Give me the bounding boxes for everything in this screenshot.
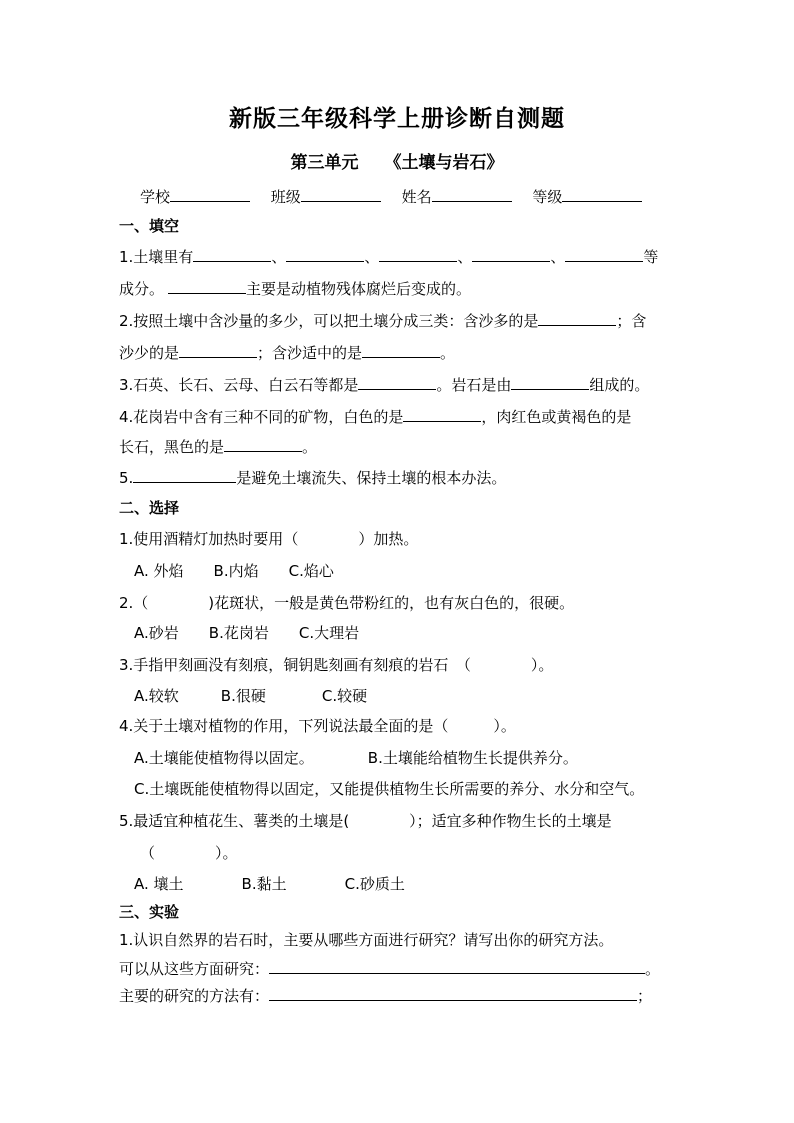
option-a[interactable]: A.较软 (134, 687, 179, 705)
methods-label: 主要的研究的方法有： (119, 987, 270, 1005)
option-b[interactable]: B.土壤能给植物生长提供养分。 (367, 749, 578, 767)
fill-q2-end: 。 (440, 344, 456, 362)
fill-blank[interactable] (358, 374, 436, 390)
option-c[interactable]: C.大理岩 (298, 624, 360, 642)
fill-q5 (119, 467, 506, 488)
fill-q4-cont: 长石，黑色的是 (119, 438, 225, 456)
fill-q4-line2 (119, 436, 317, 457)
fill-q2-cont: 沙少的是 (119, 344, 180, 362)
fill-blank[interactable] (133, 467, 236, 483)
page-subtitle (0, 148, 794, 173)
fill-blank[interactable] (379, 246, 457, 262)
fill-q4-end: 。 (302, 438, 318, 456)
option-c[interactable]: C.土壤既能使植物得以固定，又能提供植物生长所需要的养分、水分和空气。 (134, 780, 645, 798)
choice-q3: 3.手指甲刻画没有刻痕，铜钥匙刻画有刻痕的岩石 （ ）。 (119, 656, 554, 674)
option-a[interactable]: A. 壤土 (134, 875, 184, 893)
fill-q1-tail: 主要是动植物残体腐烂后变成的。 (246, 280, 472, 298)
choice-q1-options (134, 561, 334, 581)
aspects-label: 可以从这些方面研究： (119, 960, 270, 978)
fill-q2-mid: ；含 (616, 312, 647, 330)
topic-label: 《土壤与岩石》 (384, 153, 504, 173)
fill-q3-end: 组成的。 (589, 376, 650, 394)
fill-q1-line1 (119, 246, 658, 267)
unit-label: 第三单元 (290, 153, 359, 173)
school-blank[interactable] (170, 187, 250, 202)
fill-q1-end: 等 (643, 248, 659, 266)
fill-blank[interactable] (193, 246, 271, 262)
methods-end: ； (637, 987, 653, 1005)
fill-q5-text: 是避免土壤流失、保持土壤的根本办法。 (236, 469, 507, 487)
fill-blank[interactable] (286, 246, 364, 262)
choice-q4: 4.关于土壤对植物的作用，下列说法最全面的是（ ）。 (119, 717, 516, 735)
fill-q1-line2 (119, 278, 471, 299)
fill-blank[interactable] (224, 436, 302, 452)
aspects-answer-blank[interactable] (269, 958, 645, 974)
separator: 、 (550, 248, 566, 266)
fill-q3-text: 3.石英、长石、云母、白云石等都是 (119, 376, 359, 394)
option-b[interactable]: B.内焰 (213, 562, 259, 580)
option-a[interactable]: A.土壤能使植物得以固定。 (134, 749, 314, 767)
fill-blank[interactable] (403, 406, 481, 422)
choice-q4-options-ab (134, 748, 578, 768)
fill-blank[interactable] (179, 342, 257, 358)
section-choice-heading: 二、选择 (119, 499, 180, 517)
choice-q1: 1.使用酒精灯加热时要用（ ）加热。 (119, 530, 419, 548)
choice-q5-line2: （ ）。 (140, 844, 238, 862)
fill-q4-mid: ，肉红色或黄褐色的是 (481, 408, 632, 426)
option-b[interactable]: B.黏土 (241, 875, 287, 893)
option-b[interactable]: B.花岗岩 (208, 624, 269, 642)
fill-q2-line1 (119, 310, 646, 331)
experiment-aspects-line (119, 958, 660, 979)
grade-blank[interactable] (562, 187, 642, 202)
experiment-methods-line (119, 985, 652, 1006)
experiment-q1: 1.认识自然界的岩石时，主要从哪些方面进行研究？请写出你的研究方法。 (119, 931, 614, 949)
fill-q2-line2 (119, 342, 455, 363)
option-c[interactable]: C.焰心 (288, 562, 334, 580)
option-c[interactable]: C.较硬 (321, 687, 368, 705)
fill-q2-mid2: ；含沙适中的是 (257, 344, 363, 362)
methods-answer-blank[interactable] (269, 985, 637, 1001)
choice-q2-options (134, 623, 359, 643)
fill-blank[interactable] (472, 246, 550, 262)
fill-q3 (119, 374, 649, 395)
name-label: 姓名 (401, 188, 432, 206)
choice-q5-line1: 5.最适宜种植花生、薯类的土壤是( ）；适宜多种作物生长的土壤是 (119, 812, 612, 830)
class-blank[interactable] (301, 187, 381, 202)
choice-q3-options (134, 686, 367, 706)
fill-q1-text: 1.土壤里有 (119, 248, 194, 266)
fill-blank[interactable] (565, 246, 643, 262)
fill-q1-cont: 成分。 (119, 280, 165, 298)
name-blank[interactable] (432, 187, 512, 202)
choice-q4-option-c (134, 779, 644, 799)
fill-q4-line1 (119, 406, 631, 427)
grade-label: 等级 (532, 188, 563, 206)
separator: 、 (457, 248, 473, 266)
student-info-row (140, 186, 658, 207)
option-b[interactable]: B.很硬 (220, 687, 266, 705)
fill-q5-num: 5. (119, 469, 134, 487)
separator: 、 (271, 248, 287, 266)
aspects-end: 。 (645, 960, 661, 978)
option-a[interactable]: A. 外焰 (134, 562, 184, 580)
fill-blank[interactable] (538, 310, 616, 326)
fill-q3-mid: 。岩石是由 (436, 376, 512, 394)
fill-blank[interactable] (362, 342, 440, 358)
fill-blank[interactable] (511, 374, 589, 390)
choice-q2: 2.（ )花斑状，一般是黄色带粉红的，也有灰白色的，很硬。 (119, 594, 575, 612)
class-label: 班级 (270, 188, 301, 206)
school-label: 学校 (140, 188, 171, 206)
option-c[interactable]: C.砂质土 (344, 875, 405, 893)
separator: 、 (364, 248, 380, 266)
section-fill-heading: 一、填空 (119, 217, 180, 235)
choice-q5-options (134, 874, 405, 894)
option-a[interactable]: A.砂岩 (134, 624, 179, 642)
section-experiment-heading: 三、实验 (119, 903, 180, 921)
fill-blank[interactable] (168, 278, 246, 294)
fill-q2-text: 2.按照土壤中含沙量的多少，可以把土壤分成三类：含沙多的是 (119, 312, 539, 330)
fill-q4-text: 4.花岗岩中含有三种不同的矿物，白色的是 (119, 408, 404, 426)
page-title: 新版三年级科学上册诊断自测题 (229, 106, 565, 132)
